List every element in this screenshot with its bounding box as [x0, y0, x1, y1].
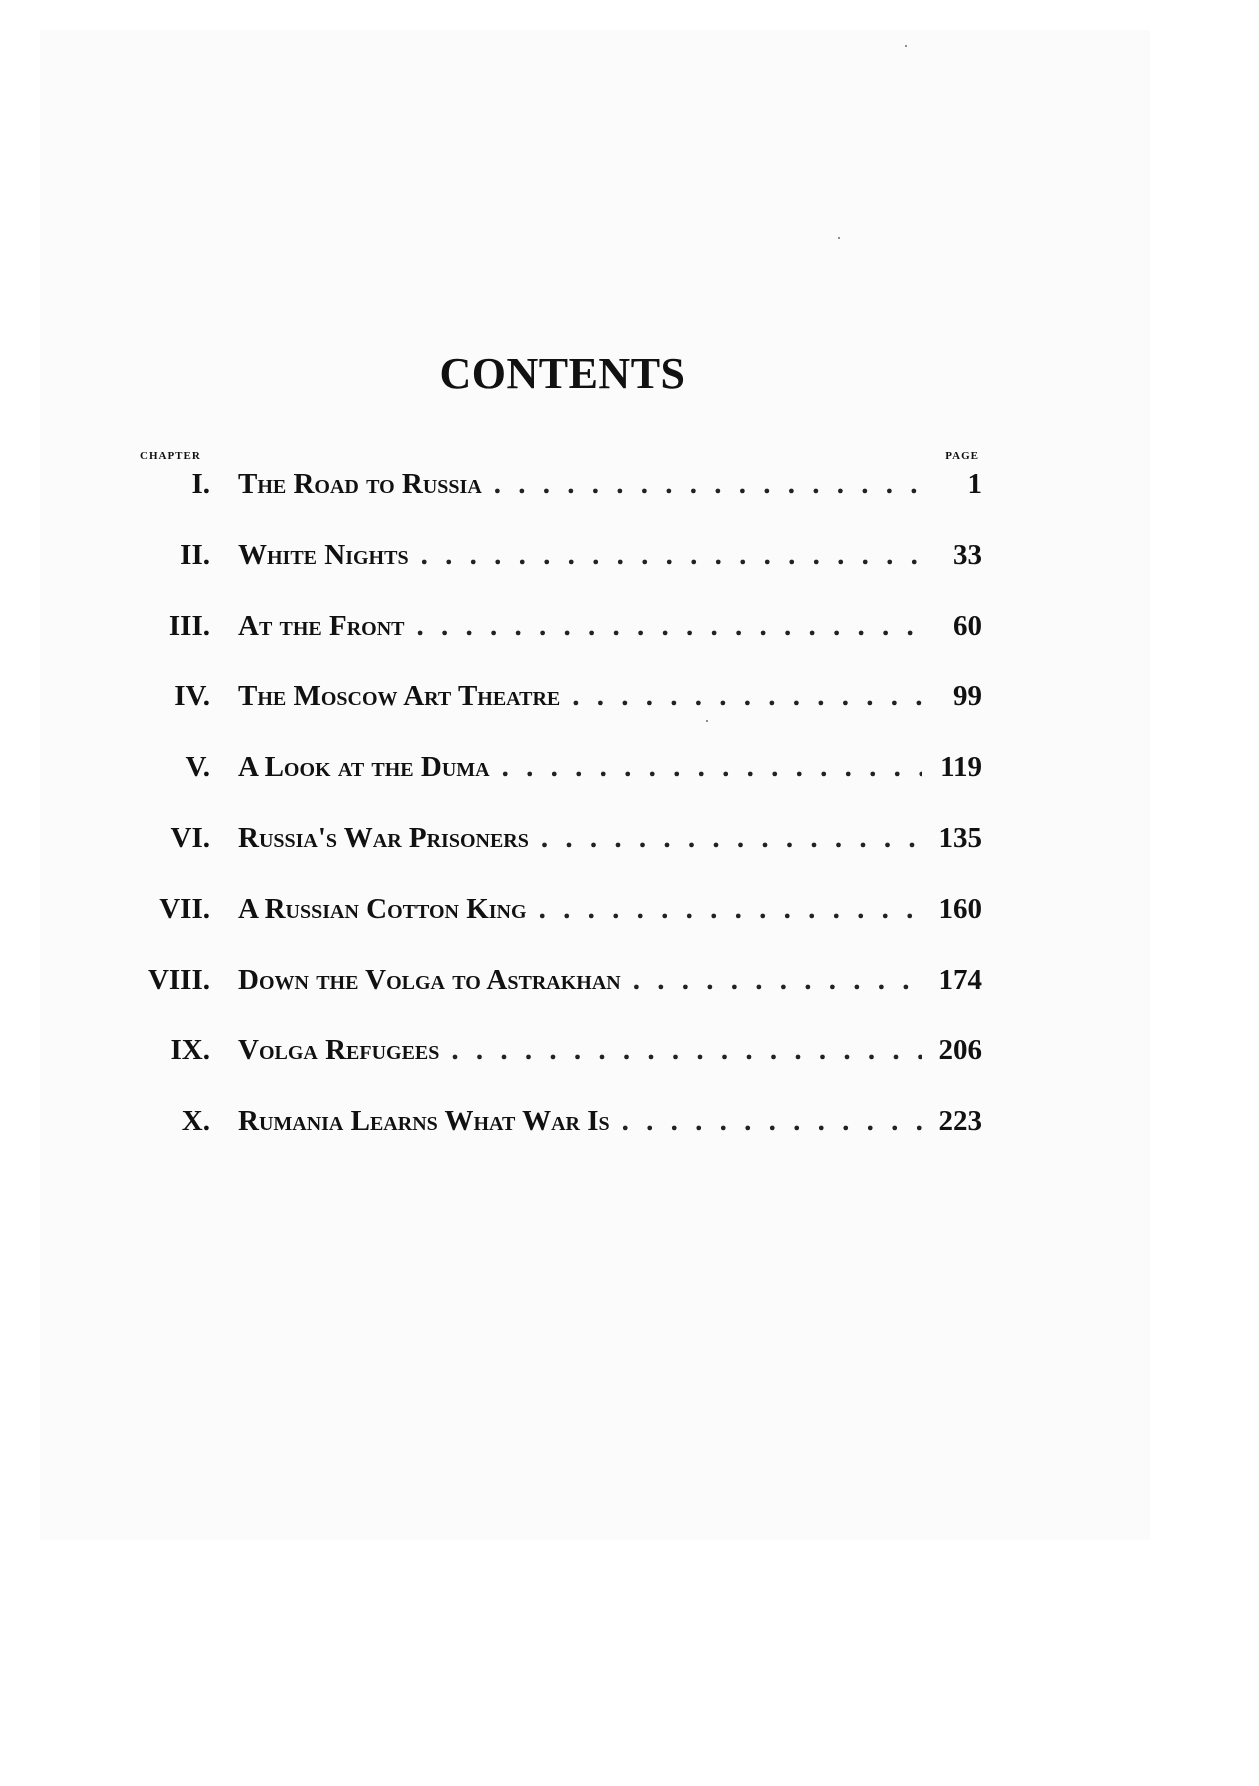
chapter-number: IV. [174, 680, 210, 713]
chapter-title: White Nights [238, 538, 409, 571]
chapter-title: Volga Refugees [238, 1034, 440, 1067]
paper-speck [905, 45, 907, 47]
dot-leader [421, 539, 922, 572]
toc-entry[interactable] [130, 1034, 982, 1105]
toc-entry[interactable] [130, 680, 982, 751]
toc-entry[interactable] [130, 751, 982, 822]
toc-entry[interactable] [130, 964, 982, 1035]
toc-entry[interactable] [130, 893, 982, 964]
chapter-number: X. [181, 1105, 210, 1138]
page-number: 33 [953, 538, 982, 571]
chapter-title: The Moscow Art Theatre [238, 680, 561, 713]
dot-leader [541, 822, 922, 855]
page-number: 223 [938, 1105, 982, 1138]
chapter-number: VII. [159, 892, 210, 925]
dot-leader [539, 893, 922, 926]
page-number: 119 [940, 751, 982, 784]
dot-leader [494, 468, 922, 501]
page-number: 206 [938, 1034, 982, 1067]
dot-leader [622, 1105, 922, 1138]
page-column-header: PAGE [945, 450, 979, 462]
chapter-title: At the Front [238, 609, 405, 642]
toc-entry[interactable] [130, 1105, 982, 1176]
table-of-contents [130, 448, 982, 1176]
toc-column-headers [130, 448, 982, 468]
paper-speck [838, 237, 840, 239]
chapter-number: VI. [170, 821, 210, 854]
page-number: 160 [938, 892, 982, 925]
page-number: 174 [938, 963, 982, 996]
toc-entry[interactable] [130, 610, 982, 681]
page-number: 99 [953, 680, 982, 713]
chapter-number: V. [185, 751, 210, 784]
chapter-number: III. [168, 609, 210, 642]
toc-entry[interactable] [130, 539, 982, 610]
dot-leader [451, 1034, 922, 1067]
page-number: 1 [967, 468, 982, 500]
dot-leader [572, 680, 922, 713]
page-number: 135 [938, 821, 982, 854]
toc-entry[interactable] [130, 468, 982, 539]
chapter-number: IX. [170, 1034, 210, 1067]
chapter-title: The Road to Russia [238, 468, 482, 500]
chapter-title: Down the Volga to Astrakhan [238, 963, 621, 996]
chapter-column-header: CHAPTER [140, 450, 201, 462]
chapter-title: Russia's War Prisoners [238, 821, 529, 854]
chapter-number: II. [180, 538, 210, 571]
chapter-number: I. [191, 468, 210, 500]
chapter-number: VIII. [147, 963, 210, 996]
chapter-title: Rumania Learns What War Is [238, 1105, 610, 1138]
page-number: 60 [953, 609, 982, 642]
chapter-title: A Russian Cotton King [238, 892, 527, 925]
dot-leader [417, 610, 922, 643]
dot-leader [633, 964, 922, 997]
toc-entry[interactable] [130, 822, 982, 893]
page-title: CONTENTS [439, 349, 686, 398]
dot-leader [502, 751, 922, 784]
chapter-title: A Look at the Duma [238, 751, 490, 784]
